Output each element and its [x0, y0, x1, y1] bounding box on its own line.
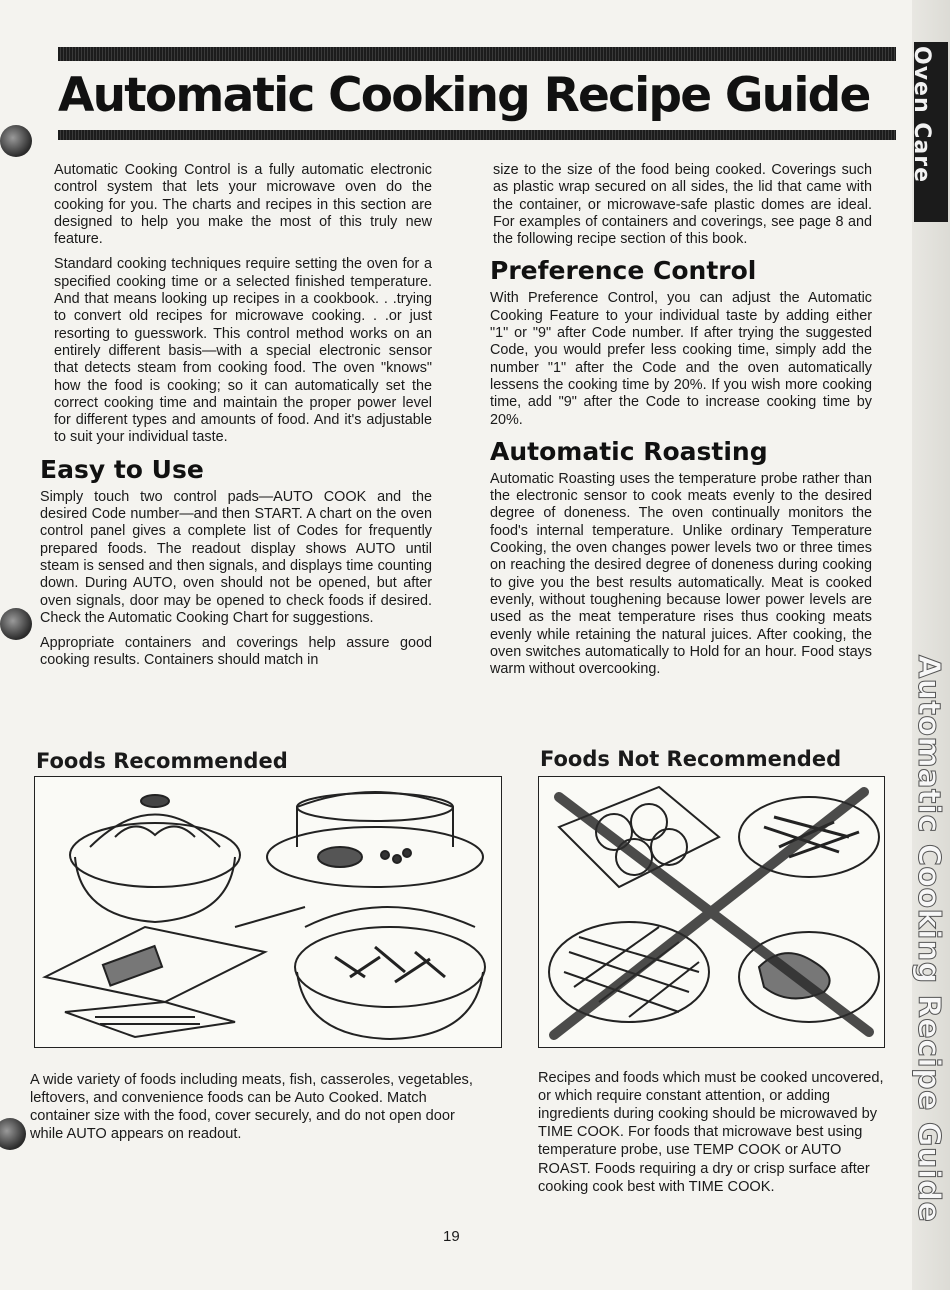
easy-to-use-heading: Easy to Use [40, 454, 204, 484]
automatic-roasting-paragraph: Automatic Roasting uses the temperature probe rather than the electronic sensor to cook meats evenly to the desired degree of doneness. The oven continually monitors the food's internal temperature. Unlike ordinary Temperature Cooking, the oven changes power levels two or three times on reaching the desired degree of doneness during cooking to give you the best results automatically. Meat is cooked evenly, without toughening because lower power levels are used as the meat temperature rises thus cooking meats evenly while retaining the natural juices. After cooking, the oven switches automatically to Hold for an hour. Food stays warm without overcooking. [490, 470, 872, 678]
foods-recommended-caption: A wide variety of foods including meats, fish, casseroles, vegetables, leftovers, and convenience foods can be Auto Cooked. Match container size with the food, cover securely, and do not open door while AUTO appears on readout. [30, 1071, 473, 1143]
page-number: 19 [443, 1228, 460, 1245]
casserole-lid [90, 815, 220, 848]
foods-not-recommended-illustration [538, 776, 885, 1048]
vegetable-bowl [297, 972, 483, 1039]
plate [267, 827, 483, 887]
plastic-dome [297, 792, 453, 847]
peas-3 [403, 849, 411, 857]
containers-continuation: size to the size of the food being cooked. Coverings such as plastic wrap secured on all sides, the lid that came with the container, or microwave-safe plastic domes are ideal. For examples of containers and coverings, see page 8 and the following recipe section of this book. [493, 162, 872, 248]
foods-not-recommended-heading: Foods Not Recommended [540, 747, 842, 771]
casserole-food [115, 826, 195, 837]
binder-hole-top [0, 125, 32, 157]
roll-2 [631, 804, 667, 840]
right-column [490, 162, 872, 686]
vegetable-bowl-rim [295, 927, 485, 1007]
plastic-wrap [305, 907, 475, 927]
foods-not-recommended-caption: Recipes and foods which must be cooked uncovered, or which require constant attention, or adding ingredients during cooking should be microwaved by TIME COOK. For foods that microwave best using temperature probe, use TEMP COOK or AUTO ROAST. Foods requiring a dry or crisp surface after cooking cook best with TIME COOK. [538, 1069, 884, 1195]
oven-care-tab-label: Oven Care [909, 46, 934, 184]
preference-control-paragraph: With Preference Control, you can adjust the Automatic Cooking Feature to your individual taste by adding either "1" or "9" after Code number. If after trying the suggested Code, you would prefer less cooking time, simply add the number "1" after the Code and the oven automatically lessens the cooking time by 20%. If you wish more cooking time, add "9" after the Code to increase cooking time by 20%. [490, 290, 872, 428]
recipe-guide-tab-label: Automatic Cooking Recipe Guide [911, 655, 946, 1223]
intro-paragraph-2: Standard cooking techniques require setting the oven for a specified cooking time or a selected finished temperature. And that means looking up recipes in a cookbook. . .trying to convert old recipes for microwave cooking. . .or just resorting to guesswork. This control method works on an entirely different basis—with a special electronic sensor that detects steam from cooking food. The oven "knows" how the food is cooking; so it can automatically set the correct cooking time and maintain the proper power level for different types and amounts of food. And it's adjustable to suit your individual taste. [54, 256, 432, 446]
casserole-rim [70, 823, 240, 887]
casserole-knob [141, 795, 169, 807]
box-label [103, 946, 162, 985]
not-recommended-foods-drawing [539, 777, 884, 1047]
foods-recommended-heading: Foods Recommended [36, 749, 288, 773]
baking-dish [65, 1002, 235, 1037]
casserole-dish [75, 857, 235, 922]
dish-ribs [95, 1017, 200, 1024]
page-title: Automatic Cooking Recipe Guide [58, 68, 870, 123]
automatic-roasting-heading: Automatic Roasting [490, 436, 768, 466]
wrap-edge [235, 907, 305, 927]
dome-top [297, 793, 453, 821]
not-recommended-cross [554, 792, 869, 1035]
peas [381, 851, 389, 859]
binder-hole-bottom [0, 1118, 26, 1150]
title-bottom-rule [58, 130, 896, 140]
food-portion [318, 847, 362, 867]
peas-2 [393, 855, 401, 863]
title-top-rule [58, 47, 896, 61]
vegetables [335, 947, 445, 982]
recommended-foods-drawing [35, 777, 501, 1047]
roll-4 [651, 829, 687, 865]
binder-hole-middle [0, 608, 32, 640]
foods-recommended-illustration [34, 776, 502, 1048]
preference-control-heading: Preference Control [490, 256, 757, 286]
left-column [40, 162, 432, 678]
intro-paragraph-1: Automatic Cooking Control is a fully automatic electronic control system that lets your microwave oven do the cooking for you. The charts and recipes in this section are designed to help you make the most of this truly new feature. [54, 162, 432, 248]
easy-to-use-paragraph-2: Appropriate containers and coverings help assure good cooking results. Containers should match in [40, 635, 432, 669]
easy-to-use-paragraph-1: Simply touch two control pads—AUTO COOK and the desired Code number—and then START. A chart on the oven control panel gives a complete list of Codes for frequently prepared foods. The readout display shows AUTO until steam is sensed and then signals, and displays time counting down. During AUTO, oven should not be opened, but after oven signals, door may be opened to check foods if desired. Check the Automatic Cooking Chart for suggestions. [40, 488, 432, 626]
